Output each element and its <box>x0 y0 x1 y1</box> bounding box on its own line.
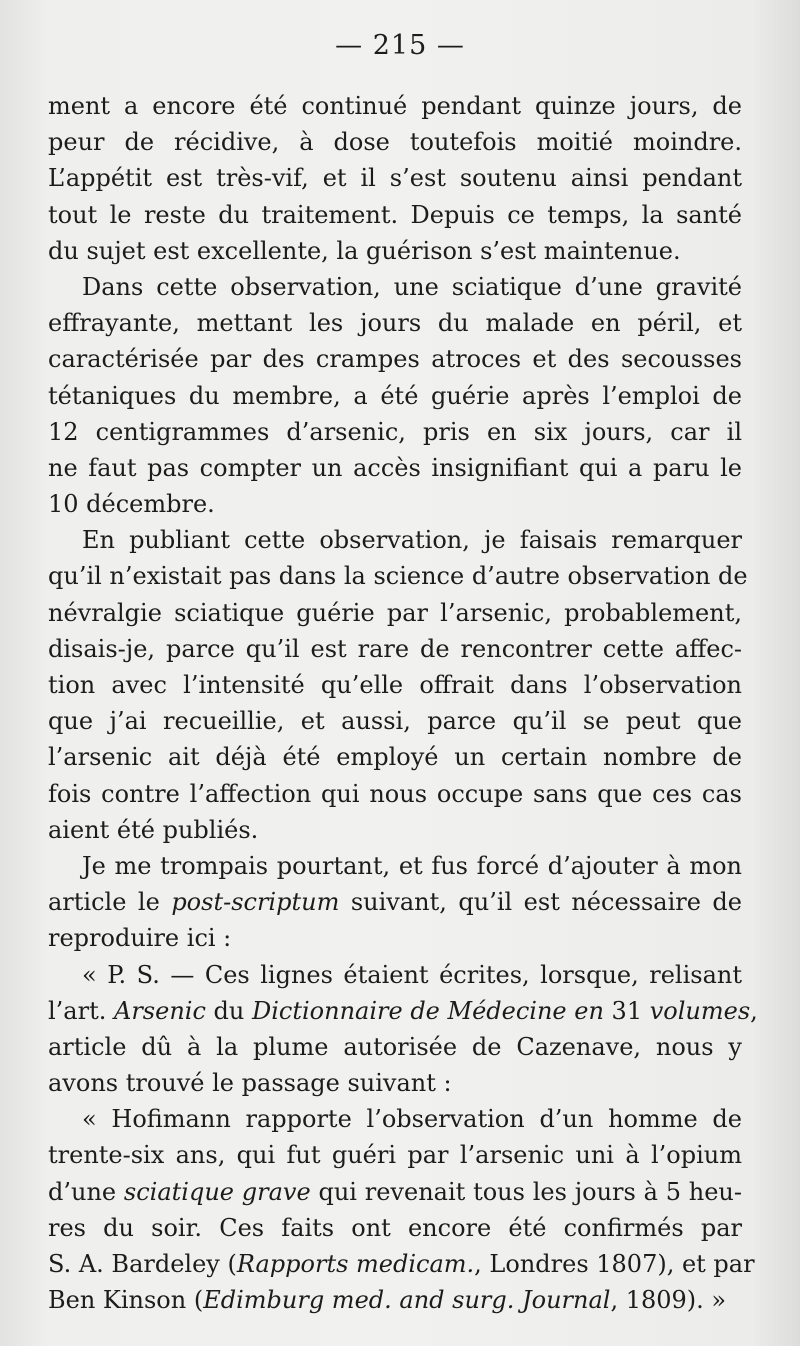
text-line: ment a encore été continué pendant quinze jours, de <box>48 92 742 120</box>
text-line: tétaniques du membre, a été guérie après l’emploi de <box>48 381 742 410</box>
text-line: tout le reste du traitement. Depuis ce temps, la santé <box>48 200 742 229</box>
text-line: du sujet est excellente, la guérison s’est maintenue. <box>48 236 681 265</box>
text-line: trente-six ans, qui fut guéri par l’arsenic uni à l’opium <box>48 1141 742 1170</box>
text-line: avons trouvé le passage suivant : <box>48 1069 452 1098</box>
text-line: article le post-scriptum suivant, qu’il est nécessaire de <box>48 888 743 917</box>
text-line: caractérisée par des crampes atroces et des secousses <box>48 345 742 374</box>
text-line: En publiant cette observation, je faisais remarquer <box>82 526 742 555</box>
text-line: article dû à la plume autorisée de Cazenave, nous y <box>48 1032 742 1061</box>
text-line: « P. S. — Ces lignes étaient écrites, lorsque, relisant <box>82 960 742 989</box>
text-line: Ben Kinson (Edimburg med. and surg. Journal, 1809). » <box>48 1286 727 1315</box>
page-number: — 215 — <box>335 30 465 61</box>
text-line: Dans cette observation, une sciatique d’une gravité <box>82 272 742 301</box>
text-line: « Hofimann rapporte l’observation d’un homme de <box>82 1105 742 1134</box>
text-line: 12 centigrammes d’arsenic, pris en six jours, car il <box>48 417 742 446</box>
text-line: qu’il n’existait pas dans la science d’autre observation de <box>48 562 748 591</box>
body-text <box>48 88 758 1318</box>
text-line: aient été publiés. <box>48 815 259 844</box>
text-line: 10 décembre. <box>48 490 215 519</box>
text-line: névralgie sciatique guérie par l’arsenic, probablement, <box>48 598 742 627</box>
text-line: L’appétit est très-vif, et il s’est soutenu ainsi pendant <box>48 164 742 193</box>
text-line: S. A. Bardeley (Rapports medicam., Londres 1807), et par <box>48 1250 755 1278</box>
text-line: disais-je, parce qu’il est rare de rencontrer cette affec- <box>48 634 742 663</box>
text-line: fois contre l’affection qui nous occupe sans que ces cas <box>48 779 742 808</box>
text-line: peur de récidive, à dose toutefois moitié moindre. <box>48 128 742 157</box>
text-line: tion avec l’intensité qu’elle offrait dans l’observation <box>48 671 742 699</box>
text-line: reproduire ici : <box>48 924 232 953</box>
text-line: effrayante, mettant les jours du malade en péril, et <box>48 309 742 338</box>
text-line: que j’ai recueillie, et aussi, parce qu’il se peut que <box>48 707 742 736</box>
text-line: l’art. Arsenic du Dictionnaire de Médecine en 31 volumes, <box>48 996 758 1025</box>
text-line: res du soir. Ces faits ont encore été confirmés par <box>48 1213 742 1242</box>
text-line: l’arsenic ait déjà été employé un certain nombre de <box>48 743 742 772</box>
text-line: d’une sciatique grave qui revenait tous les jours à 5 heu- <box>48 1177 742 1206</box>
text-line: Je me trompais pourtant, et fus forcé d’ajouter à mon <box>82 851 742 880</box>
text-line: ne faut pas compter un accès insignifiant qui a paru le <box>48 453 742 482</box>
